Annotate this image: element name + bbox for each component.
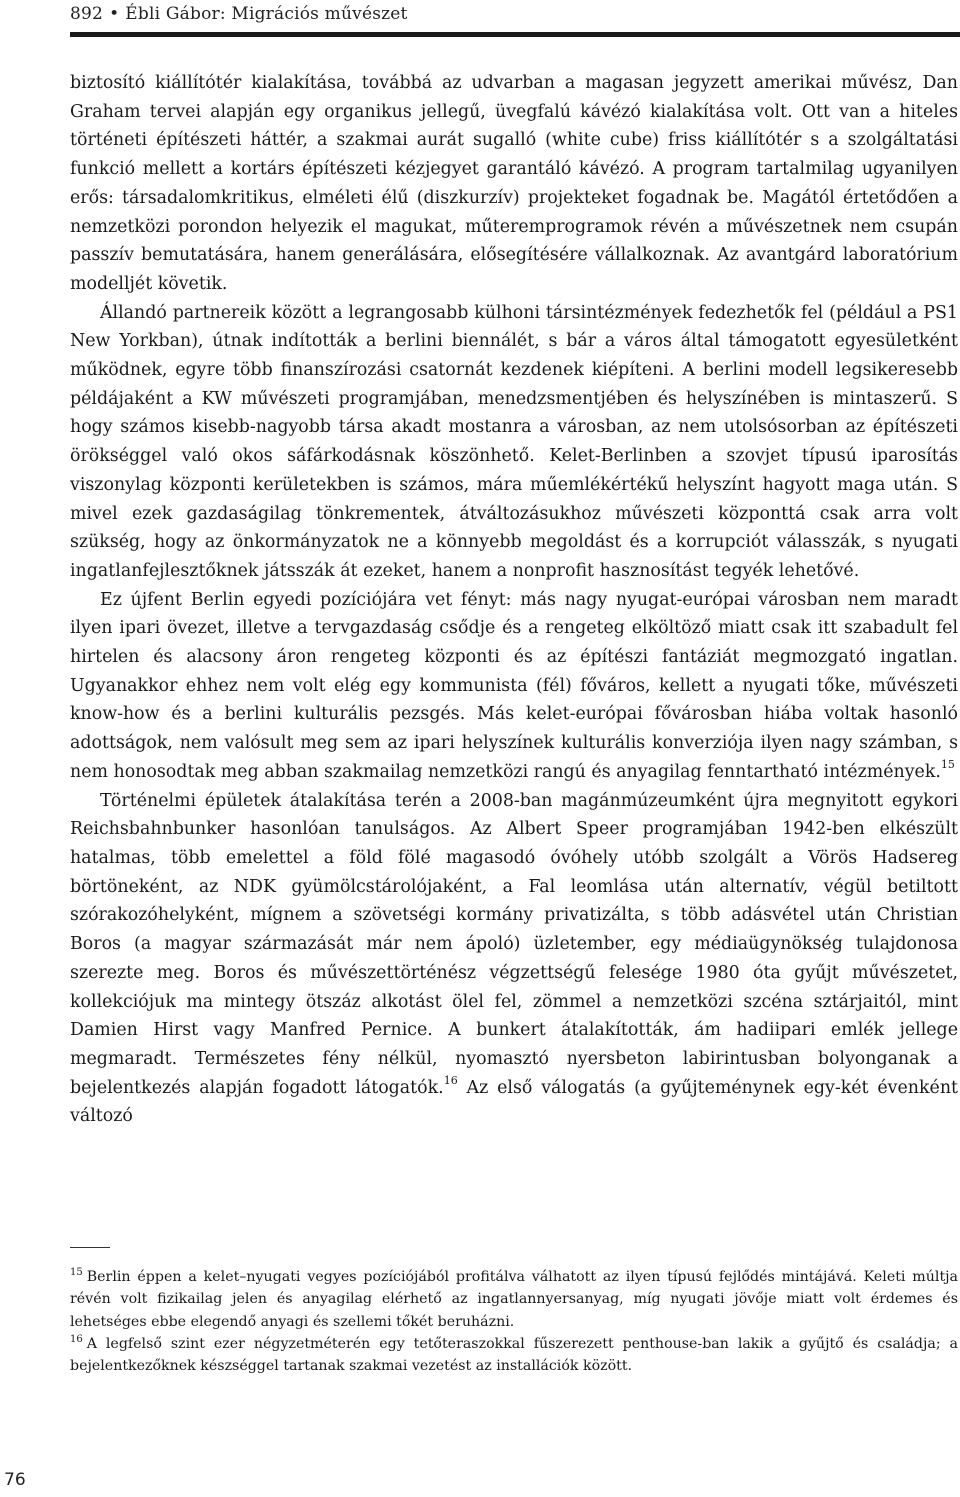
paragraph-4	[70, 787, 958, 1131]
paragraph-3-text: Ez újfent Berlin egyedi pozíciójára vet fényt: más nagy nyugat-európai városban nem maradt ilyen ipari övezet, illetve a tervgazdaság csődje és a rengeteg elköltöző miatt csak itt szabadult fel hirtelen és alacsony áron rengeteg központi és az építészi fantáziát megmozgató ingatlan. Ugyanakkor ehhez nem volt elég egy kommunista (fél) főváros, kellett a nyugati tőke, művészeti know-how és a berlini kulturális pezsgés. Más kelet-európai fővárosban hiába voltak hasonló adottságok, nem valósult meg sem az ipari helyszínek kulturális konverziója ilyen nagy számban, s nem honosodtak meg abban szakmailag nemzetközi rangú és anyagilag fenntartható intézmények.	[70, 589, 958, 782]
author-title: Ébli Gábor: Migrációs művészet	[125, 4, 408, 24]
footnote-rule	[70, 1247, 110, 1248]
footnote-number: 15	[70, 1267, 83, 1279]
paragraph-2: Állandó partnereik között a legrangosabb külhoni társintézmények fedezhetők fel (például a PS1 New Yorkban), útnak indították a berlini biennálét, s bár a város által támogatott egyesületként működnek, egyre több finanszírozási csatornát kezdenek kiépíteni. A berlini modell legsikeresebb példájaként a KW művészeti programjában, menedzsmentjében és helyszínében is mintaszerű. S hogy számos kisebb-nagyobb társa akadt mostanra a városban, az nem utolsósorban az építészeti örökséggel való okos sáfárkodásnak köszönhető. Kelet-Berlinben a szovjet típusú iparosítás viszonylag központi kerületekben is számos, mára műemlékértékű helyszínt hagyott maga után. S mivel ezek gazdaságilag tönkrementek, átváltozásukhoz művészeti központtá csak arra volt szükség, hogy az önkormányzatok ne a könnyebb megoldást és a korrupciót válasszák, s nyugati ingatlanfejlesztőknek játsszák át ezeket, hanem a nonprofit hasznosítást tegyék lehetővé.	[70, 302, 958, 581]
bullet-separator: •	[109, 4, 120, 24]
footnote-text: Berlin éppen a kelet–nyugati vegyes pozíciójából profitálva válhatott az ilyen típusú fejlődés mintájává. Keleti múltja révén volt fizikailag jelen és anyagilag elérhető az ingatlannyersanyag, míg nyugati jövője miatt volt érdemes és lehetséges ebbe elegendő anyagi és szellemi tőkét beruházni.	[70, 1269, 958, 1330]
paragraph-4-continuation: Az első válogatás (a gyűjteménynek egy-két évenként változó	[70, 1077, 959, 1127]
paragraph-4-text: Történelmi épületek átalakítása terén a 2008-ban magánmúzeumként újra megnyitott egykori Reichsbahnbunker hasonlóan tanulságos. Az Albert Speer programjában 1942-ben elkészült hatalmas, több emelettel a föld fölé magasodó óvóhely utóbb szolgált a Vörös Hadsereg börtöneként, az NDK gyümölcstárolójaként, a Fal leomlása után alternatív, végül betiltott szórakozóhelyként, mígnem a szövetségi kormány privatizálta, s több adásvétel után Christian Boros (a magyar származását már nem ápoló) üzletember, egy médiaügynökség tulajdonosa szerezte meg. Boros és művészettörténész végzettségű felesége 1980 óta gyűjt művészetet, kollekciójuk ma mintegy ötszáz alkotást ölel fel, zömmel a nemzetközi szcéna sztárjaitól, mint Damien Hirst vagy Manfred Pernice. A bunkert átalakították, ám hadiipari emlék jellege megmaradt. Természetes fény nélkül, nyomasztó nyersbeton labirintusban bolyonganak a bejelentkezés alapján fogadott látogatók.	[70, 790, 958, 1098]
footnote-ref-16[interactable]: 16	[443, 1073, 458, 1087]
footnote-15	[70, 1266, 958, 1333]
footnote-ref-15[interactable]: 15	[940, 758, 955, 772]
header-rule	[70, 32, 960, 37]
side-page-number: 76	[4, 1470, 26, 1490]
paragraph-3	[70, 586, 958, 787]
footnote-number: 16	[70, 1334, 83, 1346]
body-text	[70, 69, 958, 1131]
footnotes	[70, 1266, 958, 1377]
running-head	[70, 4, 408, 24]
footnote-text: A legfelső szint ezer négyzetméterén egy tetőteraszokkal fűszerezett penthouse-ban lakik a gyűjtő és családja; a bejelentkezőknek készséggel tartanak szakmai vezetést az installációk között.	[70, 1335, 958, 1375]
footnote-16	[70, 1333, 958, 1378]
page-number: 892	[70, 4, 104, 24]
paragraph-1: biztosító kiállítótér kialakítása, továbbá az udvarban a magasan jegyzett amerikai művész, Dan Graham tervei alapján egy organikus jellegű, üvegfalú kávézó kialakítása volt. Ott van a hiteles történeti építészeti háttér, a szakmai aurát sugalló (white cube) friss kiállítótér s a szolgáltatási funkció mellett a kortárs építészeti kézjegyet garantáló kávézó. A program tartalmilag ugyanilyen erős: társadalomkritikus, elméleti élű (diszkurzív) projekteket fogadnak be. Magától értetődően a nemzetközi porondon helyezik el magukat, műteremprogramok révén a művészetnek nem csupán passzív bemutatására, hanem generálására, elősegítésére vállalkoznak. Az avantgárd laboratórium modelljét követik.	[70, 73, 958, 294]
